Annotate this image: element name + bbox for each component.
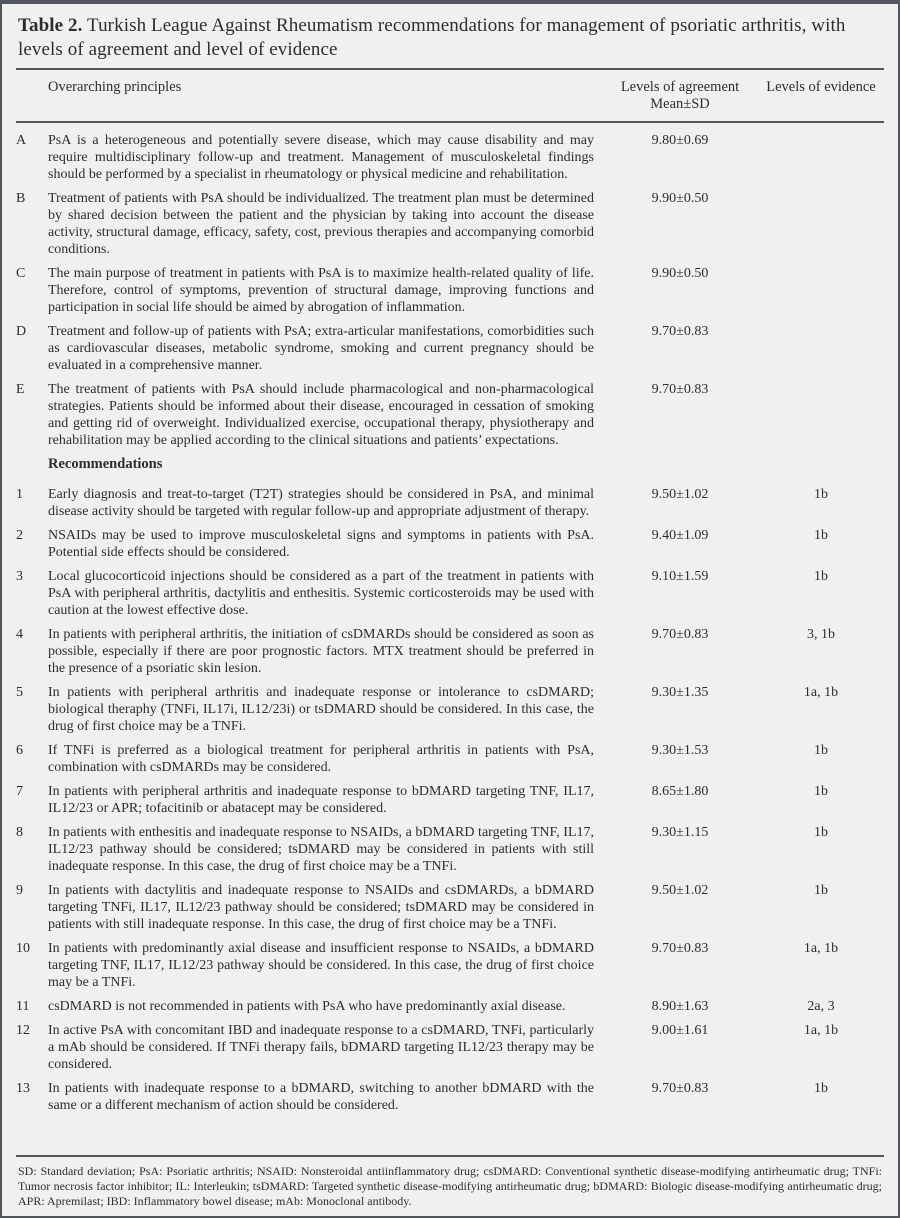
row-evidence-value: 1b	[814, 528, 828, 543]
row-id: 3	[16, 569, 23, 584]
recommendation-row	[16, 940, 884, 991]
table-title-text: Turkish League Against Rheumatism recommendations for management of psoriatic arthritis, with levels of agreement and level of evidence	[18, 15, 846, 60]
recommendation-row	[16, 626, 884, 677]
row-agreement-value: 9.30±1.35	[651, 685, 709, 700]
row-agreement-value: 9.70±0.83	[651, 382, 709, 397]
row-agreement-value: 9.90±0.50	[651, 191, 709, 206]
row-evidence-value: 1a, 1b	[803, 685, 839, 700]
row-agreement-value: 8.90±1.63	[651, 999, 709, 1014]
recommendations-section	[16, 486, 884, 1114]
recommendation-row	[16, 998, 884, 1015]
row-text: PsA is a heterogeneous and potentially severe disease, which may cause disability and may require multidisciplinary follow-up and treatment. Management of musculoskeletal findings should be performed by a specialist in rheumatology or physical medicine and rehabilitation.	[48, 133, 594, 182]
row-text: In patients with inadequate response to a bDMARD, switching to another bDMARD with the same or a different mechanism of action should be considered.	[48, 1081, 594, 1113]
recommendation-row	[16, 1022, 884, 1073]
row-id: 6	[16, 743, 23, 758]
row-text: NSAIDs may be used to improve musculoskeletal signs and symptoms in patients with PsA. Potential side effects should be considered.	[48, 528, 594, 560]
row-agreement-value: 9.70±0.83	[651, 1081, 709, 1096]
principle-row	[16, 265, 884, 316]
row-agreement-value: 9.50±1.02	[651, 487, 709, 502]
row-text: The treatment of patients with PsA should include pharmacological and non-pharmacological strategies. Patients should be informed about their disease, encouraged in cessation of smoking and getting rid of overweight. Individualized exercise, occupational therapy, physiotherapy and rehabilitation may be applied according to the clinical situations and patients’ expectations.	[48, 382, 594, 448]
row-evidence-value: 2a, 3	[807, 999, 835, 1014]
row-text: In patients with enthesitis and inadequate response to NSAIDs, a bDMARD targeting TNF, IL17, IL12/23 pathway should be considered; tsDMARD may be considered in patients with still inadequate response. In this case, the drug of first choice may be a TNFi.	[48, 825, 594, 874]
row-id: 13	[16, 1081, 30, 1096]
row-text: In patients with predominantly axial disease and insufficient response to NSAIDs, a bDMARD targeting TNF, IL17, IL12/23 pathway should be considered. In this case, the drug of first choice may be a TNFi.	[48, 941, 594, 990]
recommendation-row	[16, 783, 884, 817]
row-evidence-value: 3, 1b	[807, 627, 835, 642]
table-body	[16, 123, 884, 1155]
row-agreement-value: 9.30±1.15	[651, 825, 709, 840]
row-text: csDMARD is not recommended in patients with PsA who have predominantly axial disease.	[48, 999, 566, 1014]
recommendation-row	[16, 568, 884, 619]
recommendation-row	[16, 486, 884, 520]
principle-row	[16, 132, 884, 183]
row-evidence-value: 1b	[814, 487, 828, 502]
principle-row	[16, 190, 884, 258]
row-id: 10	[16, 941, 30, 956]
recommendation-row	[16, 684, 884, 735]
principle-row	[16, 323, 884, 374]
row-agreement-value: 9.30±1.53	[651, 743, 709, 758]
row-text: In active PsA with concomitant IBD and inadequate response to a csDMARD, TNFi, particularly a mAb should be considered. If TNFi therapy fails, bDMARD targeting IL12/23 therapy may be considered.	[48, 1023, 594, 1072]
recommendation-row	[16, 882, 884, 933]
row-id: 4	[16, 627, 23, 642]
row-id: 1	[16, 487, 23, 502]
recommendation-row	[16, 742, 884, 776]
row-id: 8	[16, 825, 23, 840]
row-text: In patients with dactylitis and inadequate response to NSAIDs and csDMARDs, a bDMARD targeting TNFi, IL17, IL12/23 pathway should be considered; tsDMARD may be considered in patients with still inadequate response. In this case, the drug of first choice may be a TNFi.	[48, 883, 594, 932]
row-agreement-value: 9.40±1.09	[651, 528, 709, 543]
row-text: Local glucocorticoid injections should be considered as a part of the treatment in patients with PsA with peripheral arthritis, dactylitis and enthesitis. Systemic corticosteroids may be used with caution at the lowest effective dose.	[48, 569, 594, 618]
row-text: If TNFi is preferred as a biological treatment for peripheral arthritis in patients with PsA, combination with csDMARDs may be considered.	[48, 743, 594, 775]
row-text: The main purpose of treatment in patients with PsA is to maximize health-related quality of life. Therefore, control of symptoms, prevention of structural damage, improving functions and participation in social life should be aimed by abrogation of inflammation.	[48, 266, 594, 315]
row-evidence-value: 1b	[814, 883, 828, 898]
row-text: Treatment and follow-up of patients with PsA; extra-articular manifestations, comorbidities such as cardiovascular diseases, metabolic syndrome, smoking and current pregnancy should be evaluated in a comprehensive manner.	[48, 324, 594, 373]
recommendation-row	[16, 527, 884, 561]
row-id: B	[16, 191, 26, 206]
row-id: E	[16, 382, 25, 397]
row-id: 5	[16, 685, 23, 700]
header-levels-of-evidence: Levels of evidence	[766, 79, 876, 95]
row-agreement-value: 9.70±0.83	[651, 627, 709, 642]
row-id: C	[16, 266, 26, 281]
row-agreement-value: 9.90±0.50	[651, 266, 709, 281]
row-text: In patients with peripheral arthritis, the initiation of csDMARDs should be considered as soon as possible, especially if there are poor prognostic factors. MTX treatment should be preferred in the presence of a psoriatic skin lesion.	[48, 627, 594, 676]
row-evidence-value: 1a, 1b	[803, 941, 839, 956]
row-evidence-value: 1a, 1b	[803, 1023, 839, 1038]
row-id: 9	[16, 883, 23, 898]
row-text: In patients with peripheral arthritis and inadequate response to bDMARD targeting TNF, IL17, IL12/23 or APR; tofacitinib or abatacept may be considered.	[48, 784, 594, 816]
recommendation-row	[16, 824, 884, 875]
table-title	[16, 4, 884, 68]
row-id: 2	[16, 528, 23, 543]
row-evidence-value: 1b	[814, 1081, 828, 1096]
recommendation-row	[16, 1080, 884, 1114]
header-levels-of-agreement	[602, 79, 758, 113]
row-id: A	[16, 133, 27, 148]
row-id: 12	[16, 1023, 30, 1038]
row-text: In patients with peripheral arthritis and inadequate response or intolerance to csDMARD; biological theraphy (TNFi, IL17i, IL12/23i) or tsDMARD should be considered. In this case, the drug of first choice may be a TNFi.	[48, 685, 594, 734]
table-footnote: SD: Standard deviation; PsA: Psoriatic arthritis; NSAID: Nonsteroidal antiinflammatory drug; csDMARD: Conventional synthetic disease-modifying antirheumatic drug; TNFi: Tumor necrosis factor inhibitor; IL: Interleukin; tsDMARD: Targeted synthetic disease-modifying antirheumatic drug; bDMARD: Biologic disease-modifying antirheumatic drug; APR: Apremilast; IBD: Inflammatory bowel disease; mAb: Monoclonal antibody.	[18, 1164, 882, 1208]
row-evidence-value: 1b	[814, 784, 828, 799]
row-evidence-value: 1b	[814, 743, 828, 758]
row-evidence-value: 1b	[814, 569, 828, 584]
header-agreement-line2: Mean±SD	[650, 96, 710, 112]
row-text: Treatment of patients with PsA should be individualized. The treatment plan must be determined by shared decision between the patient and the physician by taking into account the disease activity, structural damage, efficacy, safety, cost, previous therapies and accompanying comorbid conditions.	[48, 191, 594, 257]
row-agreement-value: 9.50±1.02	[651, 883, 709, 898]
header-overarching-principles: Overarching principles	[48, 79, 182, 95]
row-id: 11	[16, 999, 30, 1014]
row-agreement-value: 8.65±1.80	[651, 784, 709, 799]
recommendations-section-header: Recommendations	[48, 456, 163, 472]
table-header-row	[16, 70, 884, 121]
row-text: Early diagnosis and treat-to-target (T2T) strategies should be considered in PsA, and minimal disease activity should be targeted with regular follow-up and appropriate adjustment of therapy.	[48, 487, 594, 519]
row-agreement-value: 9.70±0.83	[651, 324, 709, 339]
row-agreement-value: 9.10±1.59	[651, 569, 709, 584]
principles-section	[16, 132, 884, 449]
principle-row	[16, 381, 884, 449]
row-agreement-value: 9.80±0.69	[651, 133, 709, 148]
row-agreement-value: 9.00±1.61	[651, 1023, 709, 1038]
row-id: 7	[16, 784, 23, 799]
table-title-label: Table 2.	[18, 15, 83, 36]
row-agreement-value: 9.70±0.83	[651, 941, 709, 956]
row-id: D	[16, 324, 27, 339]
header-agreement-line1: Levels of agreement	[620, 79, 740, 95]
row-evidence-value: 1b	[814, 825, 828, 840]
